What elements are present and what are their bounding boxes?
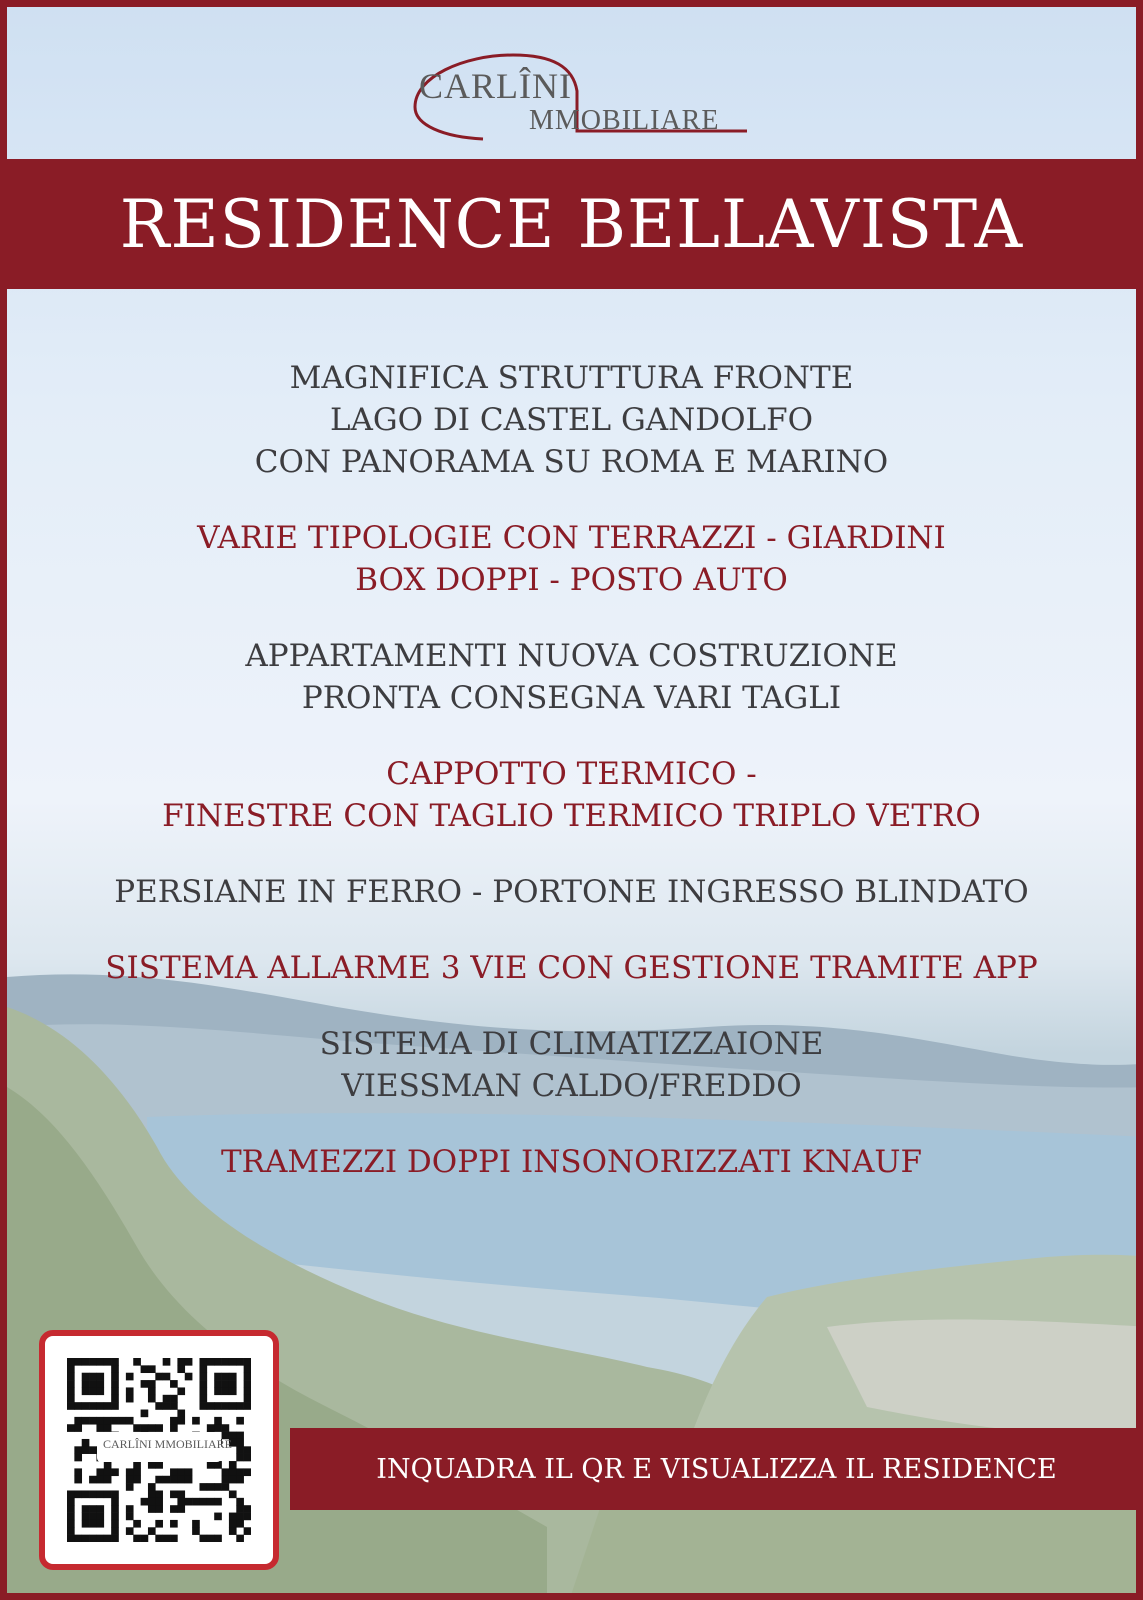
cta-text: INQUADRA IL QR E VISUALIZZA IL RESIDENCE [376,1453,1057,1485]
qr-code-card[interactable] [39,1330,279,1570]
feature-line: SISTEMA ALLARME 3 VIE CON GESTIONE TRAMITE APP [105,950,1038,986]
feature-line: MAGNIFICA STRUTTURA FRONTE [289,360,854,396]
feature-line: PRONTA CONSEGNA VARI TAGLI [301,680,842,716]
feature-line: APPARTAMENTI NUOVA COSTRUZIONE [245,638,898,674]
feature-list [7,357,1136,1217]
feature-block [7,947,1136,989]
feature-line: VARIE TIPOLOGIE CON TERRAZZI - GIARDINI [197,520,946,556]
feature-line: FINESTRE CON TAGLIO TERMICO TRIPLO VETRO [162,798,981,834]
feature-line: CON PANORAMA SU ROMA E MARINO [254,444,889,480]
feature-block [7,357,1136,483]
title-banner [7,159,1136,289]
logo-text-carlini: CARLÎNI [419,66,572,106]
feature-line: CAPPOTTO TERMICO - [386,756,757,792]
feature-block [7,517,1136,601]
qr-logo-text: CARLÎNI MMOBILIARE [103,1437,232,1451]
feature-line: BOX DOPPI - POSTO AUTO [355,562,788,598]
feature-block [7,871,1136,913]
feature-line: VIESSMAN CALDO/FREDDO [341,1068,802,1104]
feature-block [7,1141,1136,1183]
feature-block [7,635,1136,719]
page-title: RESIDENCE BELLAVISTA [119,185,1024,263]
qr-logo [97,1432,232,1462]
feature-block [7,1023,1136,1107]
cta-banner [290,1428,1143,1510]
feature-line: LAGO DI CASTEL GANDOLFO [329,402,814,438]
company-logo [403,47,763,147]
feature-block [7,753,1136,837]
feature-line: SISTEMA DI CLIMATIZZAIONE [319,1026,824,1062]
feature-line: TRAMEZZI DOPPI INSONORIZZATI KNAUF [220,1144,923,1180]
logo-text-immobiliare: MMOBILIARE [529,105,720,136]
feature-line: PERSIANE IN FERRO - PORTONE INGRESSO BLINDATO [114,874,1029,910]
